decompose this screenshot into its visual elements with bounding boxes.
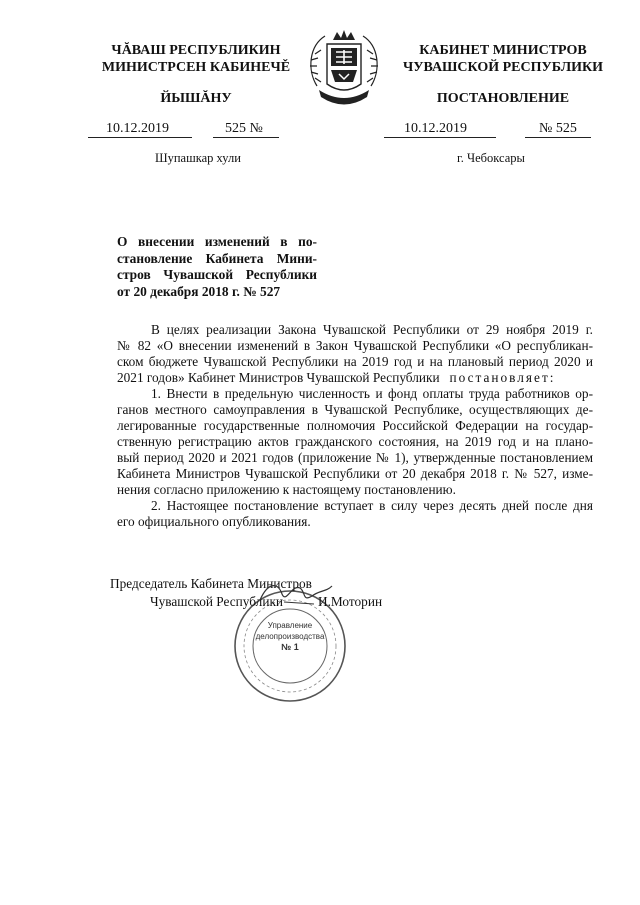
signature-title-line1: Председатель Кабинета Министров <box>110 576 312 591</box>
stamp-line: делопроизводства <box>255 632 325 641</box>
handwritten-signature <box>256 578 336 608</box>
header-left-line2: МИНИСТРСЕН КАБИНЕЧĚ <box>101 60 291 75</box>
subject-line: от 20 декабря 2018 г. № 527 <box>117 283 281 299</box>
right-place: г. Чебоксары <box>457 151 525 165</box>
body-line-text: 2021 годов» Кабинет Министров Чувашской Республики <box>117 370 440 385</box>
body-line: ственную регистрацию актов гражданского состояния, на 2019 год и на планo- <box>117 434 593 449</box>
body-line: № 82 «О внесении изменений в Закон Чувашской Республики «О республикан- <box>117 338 593 353</box>
header-right-line2: ЧУВАШСКОЙ РЕСПУБЛИКИ <box>402 60 604 75</box>
signature-title-line2: Чувашской Республики <box>150 594 284 609</box>
header-right-doc-type: ПОСТАНОВЛЕНИЕ <box>436 91 570 106</box>
document-body <box>117 322 593 530</box>
document-subject <box>117 234 317 300</box>
subject-line: стров Чувашской Республики <box>117 267 317 282</box>
header-left-org <box>96 42 296 76</box>
body-line: ганов местного самоуправления в Чувашской Республике, осуществляющих де- <box>117 402 593 417</box>
subject-line: становление Кабинета Мини- <box>117 250 317 266</box>
body-line: вый период 2020 и 2021 годов (приложение № 1), утвержденные постановлением <box>117 450 593 465</box>
resolves-word: постановляет: <box>449 370 556 385</box>
header-right-line1: КАБИНЕТ МИНИСТРОВ <box>419 43 587 58</box>
body-line: нения согласно приложению к настоящему постановлению. <box>117 482 456 497</box>
body-line: В целях реализации Закона Чувашской Республики от 29 ноября 2019 г. <box>151 322 593 337</box>
coat-of-arms-icon <box>303 26 385 110</box>
body-line: ском бюджете Чувашской Республики на 2019 год и на плановый период 2020 и <box>117 354 593 369</box>
left-number: 525 № <box>213 121 279 138</box>
stamp-text <box>252 620 328 653</box>
right-date-line <box>384 121 591 138</box>
body-line <box>117 370 593 386</box>
header-left-line1: ЧĂВАШ РЕСПУБЛИКИН <box>111 43 281 58</box>
stamp-line: № 1 <box>281 642 299 652</box>
header-right-org <box>388 42 618 76</box>
stamp-line: Управление <box>267 621 313 630</box>
subject-line: О внесении изменений в по- <box>117 234 317 249</box>
body-line: его официального опубликования. <box>117 514 311 529</box>
left-place: Шупашкар хули <box>155 151 241 165</box>
body-line: Кабинета Министров Чувашской Республики от 20 декабря 2018 г. № 527, изме- <box>117 466 593 481</box>
left-date: 10.12.2019 <box>88 121 192 138</box>
header-left-doc-type: ЙЫШĂНУ <box>160 91 232 106</box>
right-number: № 525 <box>525 121 591 138</box>
body-line: 1. Внести в предельную численность и фонд оплаты труда работников ор- <box>151 386 593 401</box>
signatory-name: И.Моторин <box>318 594 383 609</box>
left-date-line <box>88 121 279 138</box>
body-line: легированные государственные полномочия Российской Федерации на государ- <box>117 418 593 433</box>
right-date: 10.12.2019 <box>384 121 496 138</box>
body-line: 2. Настоящее постановление вступает в силу через десять дней после дня <box>151 498 593 513</box>
